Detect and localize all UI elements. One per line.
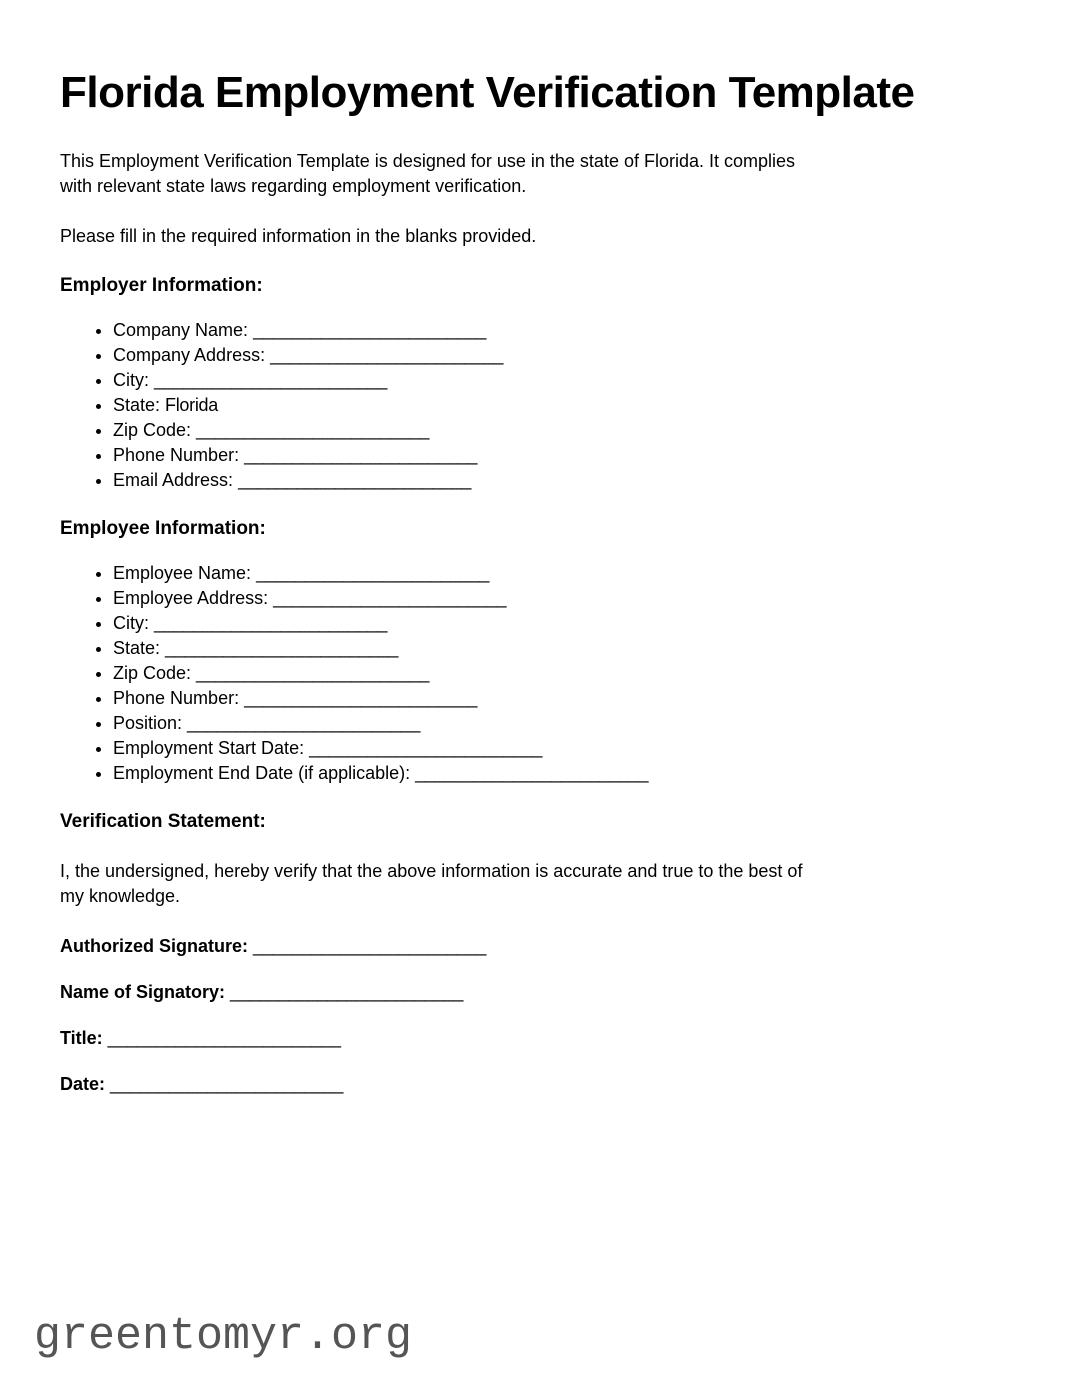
blank-line: ________________________ (415, 763, 649, 783)
title-line (60, 1026, 960, 1051)
field-label: State: (113, 395, 161, 415)
list-item-zip-code (113, 661, 1013, 686)
blank-line: ________________________ (196, 663, 430, 683)
field-label: Date: (60, 1074, 106, 1094)
list-item-employment-start-date (113, 736, 1013, 761)
field-label: State: (113, 638, 161, 658)
blank-line: ________________________ (196, 420, 430, 440)
watermark: greentomyr.org (34, 1311, 413, 1362)
list-item-company-address (113, 343, 1013, 368)
blank-line: ________________________ (110, 1074, 344, 1094)
list-item-city (113, 611, 1013, 636)
name-of-signatory-line (60, 980, 960, 1005)
employer-information-list (60, 318, 1013, 493)
list-item-city (113, 368, 1013, 393)
field-label: Email Address: (113, 470, 234, 490)
field-label: Zip Code: (113, 420, 192, 440)
list-item-phone-number (113, 686, 1013, 711)
blank-line: ________________________ (244, 445, 478, 465)
instruction-paragraph: Please fill in the required information in the blanks provided. (60, 226, 537, 246)
list-item-state (113, 393, 1013, 418)
field-label: Name of Signatory: (60, 982, 226, 1002)
field-label: Zip Code: (113, 663, 192, 683)
field-label: Position: (113, 713, 183, 733)
field-label: Employee Address: (113, 588, 269, 608)
field-label: Phone Number: (113, 445, 240, 465)
field-value: Florida (165, 395, 218, 415)
list-item-employee-address (113, 586, 1013, 611)
field-label: City: (113, 370, 149, 390)
section-heading-verification-statement: Verification Statement: (60, 811, 266, 832)
list-item-company-name (113, 318, 1013, 343)
field-label: Title: (60, 1028, 103, 1048)
blank-line: ________________________ (253, 936, 487, 956)
field-label: Authorized Signature: (60, 936, 248, 956)
field-label: City: (113, 613, 149, 633)
field-label: Employment End Date (if applicable): (113, 763, 411, 783)
blank-line: ________________________ (244, 688, 478, 708)
blank-line: ________________________ (187, 713, 421, 733)
field-label: Phone Number: (113, 688, 240, 708)
field-label: Employee Name: (113, 563, 252, 583)
list-item-employment-end-date (113, 761, 1013, 786)
list-item-employee-name (113, 561, 1013, 586)
section-heading-employer-information: Employer Information: (60, 275, 263, 296)
verification-statement: I, the undersigned, hereby verify that the above information is accurate and true to the best of my knowledge. (60, 861, 803, 906)
list-item-zip-code (113, 418, 1013, 443)
blank-line: ________________________ (230, 982, 464, 1002)
field-label: Company Name: (113, 320, 249, 340)
authorized-signature-line (60, 934, 960, 959)
intro-paragraph: This Employment Verification Template is designed for use in the state of Florida. It complies with relevant state laws regarding employment verification. (60, 151, 796, 196)
blank-line: ________________________ (107, 1028, 341, 1048)
blank-line: ________________________ (309, 738, 543, 758)
list-item-phone-number (113, 443, 1013, 468)
list-item-email-address (113, 468, 1013, 493)
blank-line: ________________________ (270, 345, 504, 365)
field-label: Company Address: (113, 345, 266, 365)
blank-line: ________________________ (253, 320, 487, 340)
blank-line: ________________________ (154, 613, 388, 633)
field-label: Employment Start Date: (113, 738, 305, 758)
list-item-state (113, 636, 1013, 661)
blank-line: ________________________ (238, 470, 472, 490)
document-title: Florida Employment Verification Template (60, 68, 915, 117)
employee-information-list (60, 561, 1013, 786)
list-item-position (113, 711, 1013, 736)
blank-line: ________________________ (273, 588, 507, 608)
blank-line: ________________________ (256, 563, 490, 583)
date-line (60, 1072, 960, 1097)
blank-line: ________________________ (165, 638, 399, 658)
blank-line: ________________________ (154, 370, 388, 390)
section-heading-employee-information: Employee Information: (60, 518, 266, 539)
